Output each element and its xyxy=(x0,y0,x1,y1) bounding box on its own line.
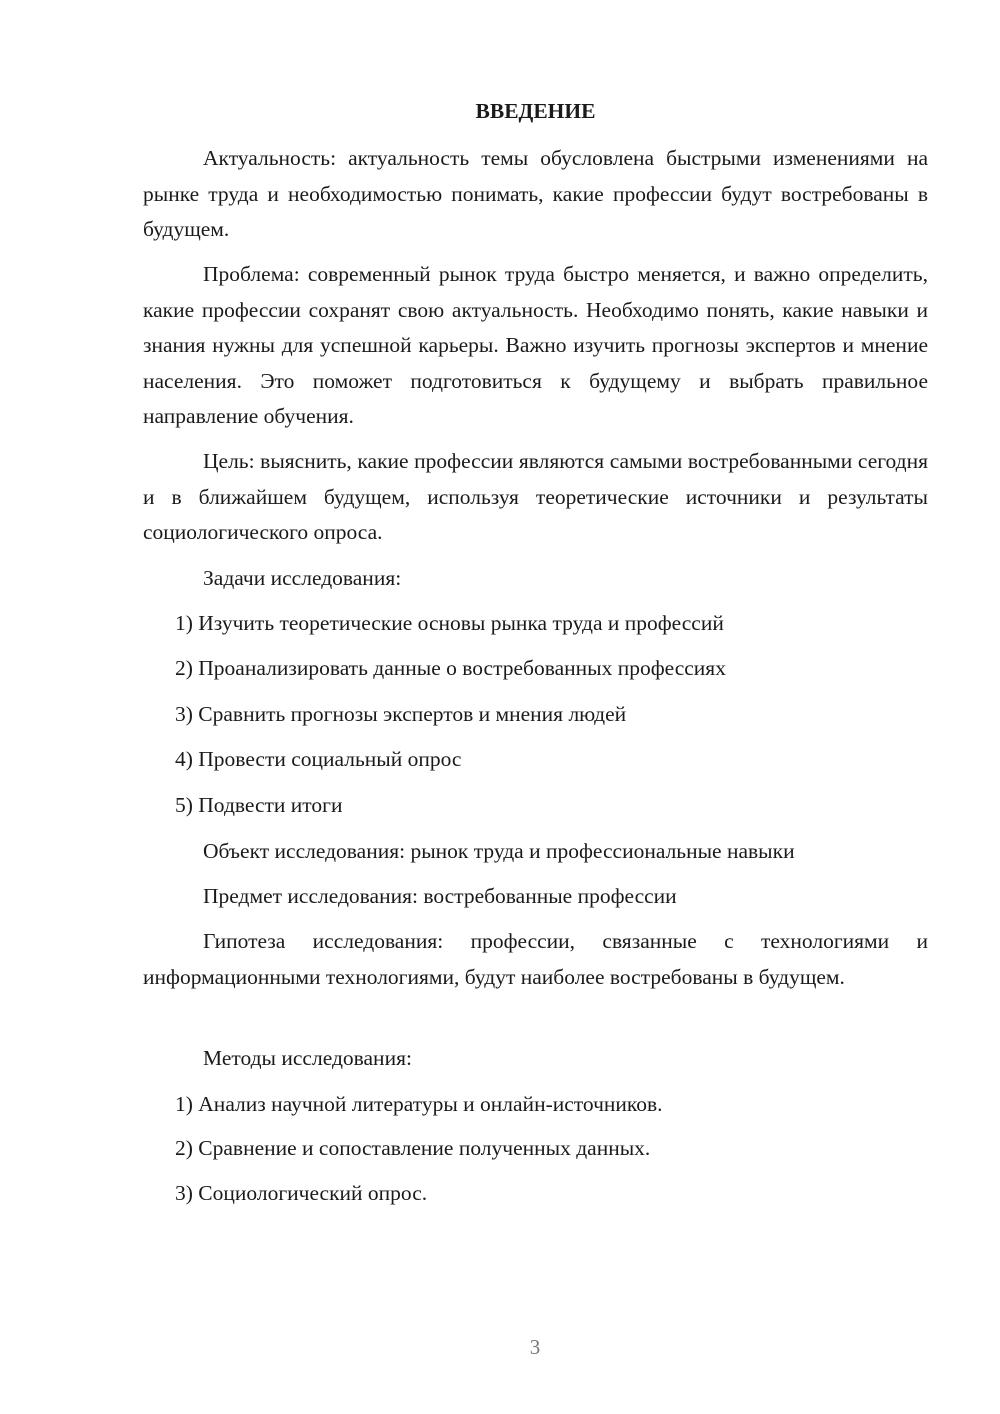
page-title: ВВЕДЕНИЕ xyxy=(475,99,596,123)
task-item-3: 3) Сравнить прогнозы экспертов и мнения людей xyxy=(175,702,627,726)
goal-paragraph: Цель: выяснить, какие профессии являются самыми востребованными сегодня и в ближайшем будущем, используя теоретические источники и результаты социологического опроса. xyxy=(143,449,928,544)
relevance-paragraph: Актуальность: актуальность темы обусловлена быстрыми изменениями на рынке труда и необходимостью понимать, какие профессии будут востребованы в будущем. xyxy=(143,146,928,241)
research-subject: Предмет исследования: востребованные профессии xyxy=(203,884,677,908)
hypothesis-paragraph: Гипотеза исследования: профессии, связанные с технологиями и информационными технологиями, будут наиболее востребованы в будущем. xyxy=(143,929,928,989)
method-item-3: 3) Социологический опрос. xyxy=(175,1181,428,1205)
page-number: 3 xyxy=(529,1335,541,1359)
task-item-4: 4) Провести социальный опрос xyxy=(175,747,462,771)
research-object: Объект исследования: рынок труда и профессиональные навыки xyxy=(203,839,795,863)
task-item-1: 1) Изучить теоретические основы рынка труда и профессий xyxy=(175,611,724,635)
task-item-5: 5) Подвести итоги xyxy=(175,793,343,817)
problem-paragraph: Проблема: современный рынок труда быстро меняется, и важно определить, какие профессии сохранят свою актуальность. Необходимо понять, какие навыки и знания нужны для успешной карьеры. Важно изучить прогнозы экспертов и мнение населения. Это поможет подготовиться к будущему и выбрать правильное направление обучения. xyxy=(143,262,928,428)
methods-heading: Методы исследования: xyxy=(203,1046,412,1070)
tasks-heading: Задачи исследования: xyxy=(203,566,402,590)
task-item-2: 2) Проанализировать данные о востребованных профессиях xyxy=(175,656,726,680)
method-item-1: 1) Анализ научной литературы и онлайн-источников. xyxy=(175,1092,663,1116)
method-item-2: 2) Сравнение и сопоставление полученных данных. xyxy=(175,1136,651,1160)
